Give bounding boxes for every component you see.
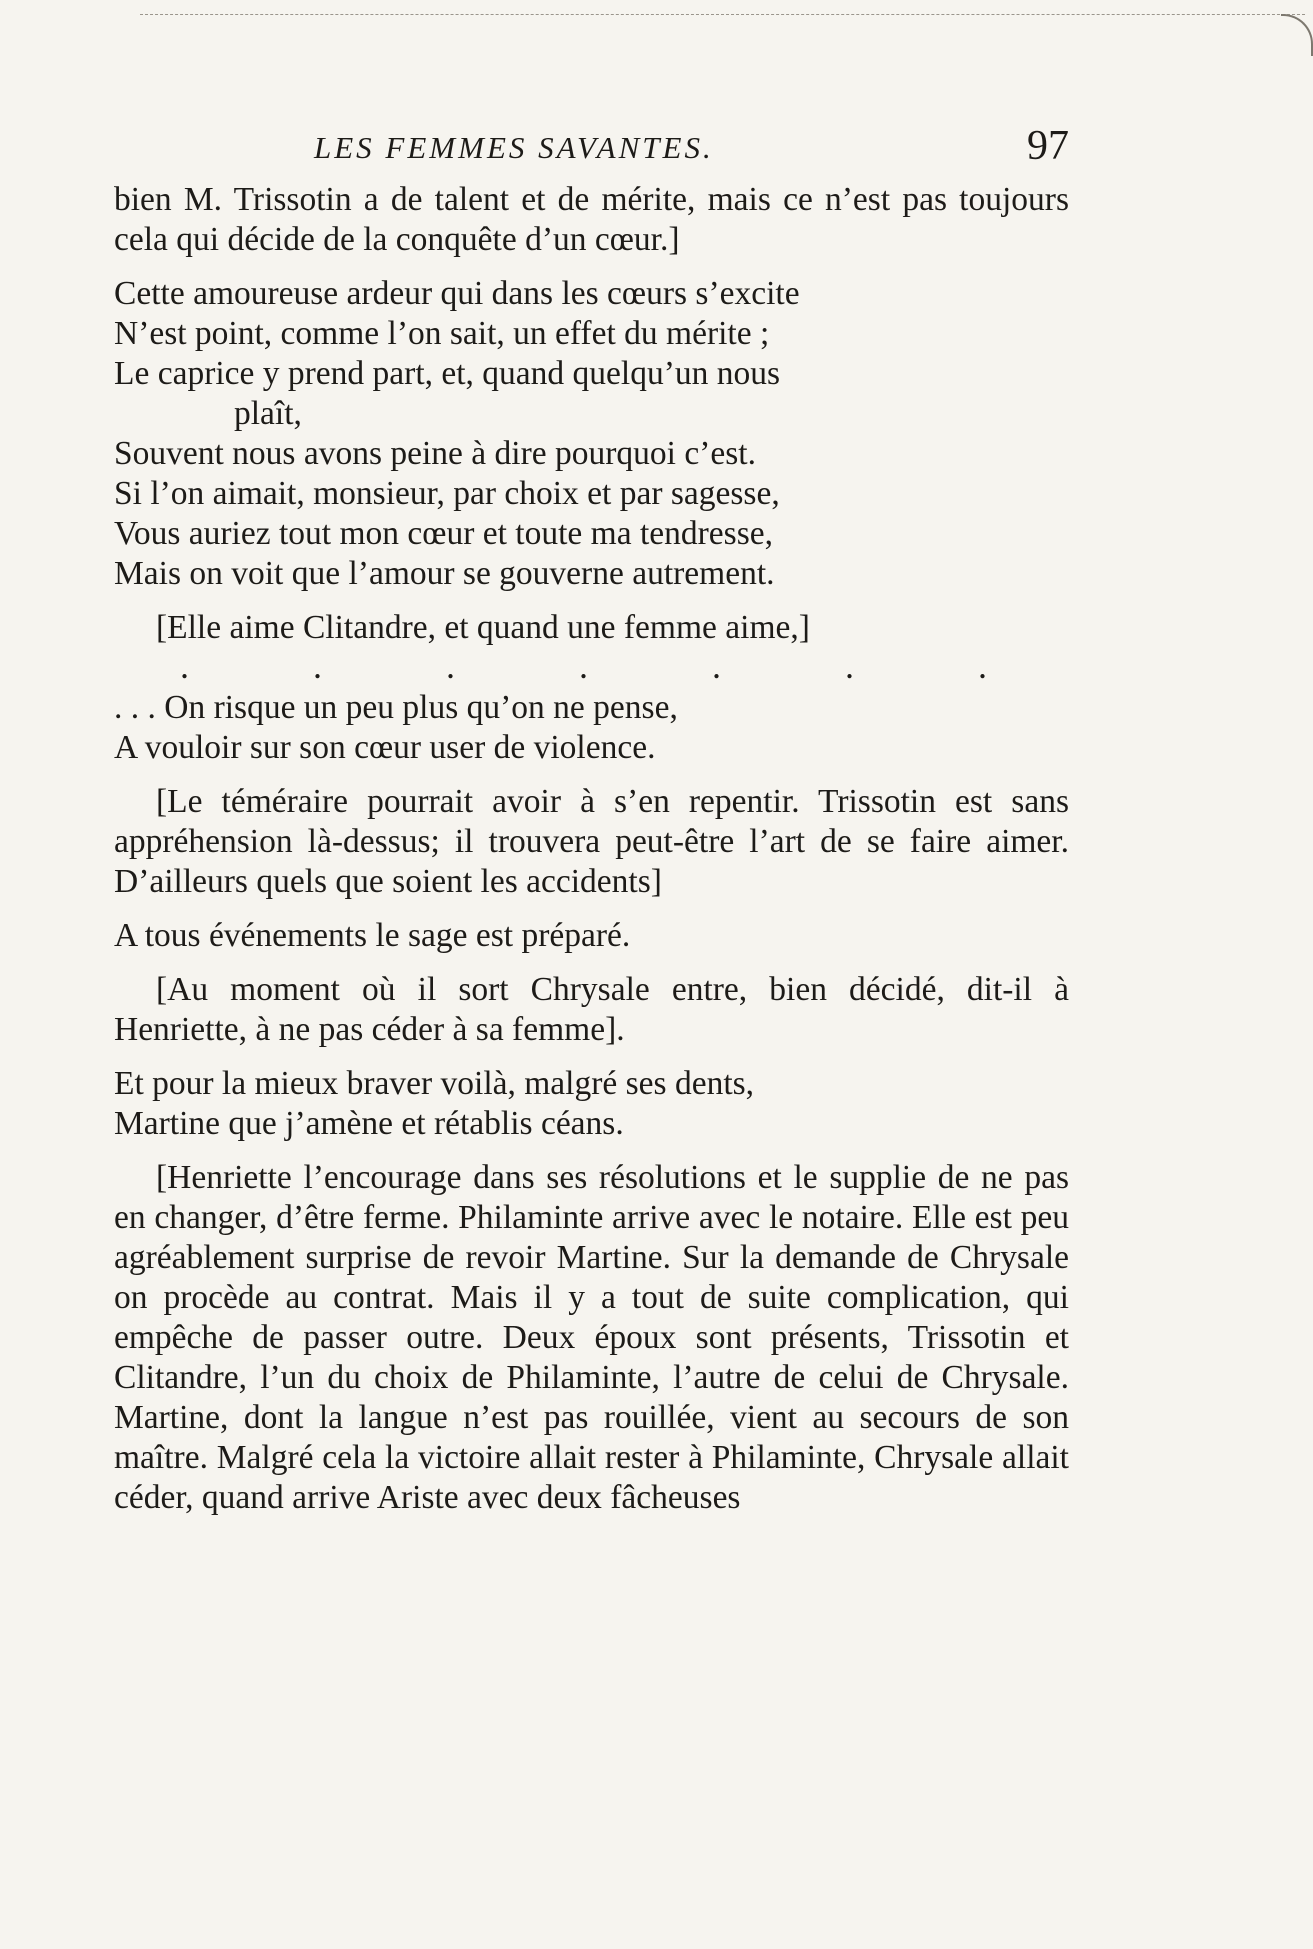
verse-block-1 (114, 274, 1069, 594)
verse-block-3 (114, 688, 1069, 768)
running-head-title: LES FEMMES SAVANTES. (314, 130, 714, 165)
ellipsis-dot: . (579, 646, 588, 686)
verse-line: Et pour la mieux braver voilà, malgré ses dents, (114, 1065, 755, 1102)
verse-block-5 (114, 1064, 1069, 1144)
book-page (114, 120, 1069, 1532)
ellipsis-row (114, 646, 1069, 688)
ellipsis-dot: . (180, 646, 189, 686)
top-edge-rule (140, 14, 1305, 15)
prose-paragraph-3: [Au moment où il sort Chrysale entre, bien décidé, dit-il à Henriette, à ne pas céder à sa femme]. (114, 971, 1069, 1048)
verse-line: Martine que j’amène et rétablis céans. (114, 1105, 624, 1142)
ellipsis-dot: . (313, 646, 322, 686)
verse-line: Si l’on aimait, monsieur, par choix et par sagesse, (114, 475, 780, 512)
ellipsis-dot: . (446, 646, 455, 686)
page-edge-curl (1281, 14, 1313, 56)
verse-block-4 (114, 916, 1069, 956)
prose-paragraph-4: [Henriette l’encourage dans ses résolutions et le supplie de ne pas en changer, d’être ferme. Philaminte arrive avec le notaire. Elle est peu agréablement surprise de revoir Martine. Sur la demande de Chrysale on procède au contrat. Mais il y a tout de suite complication, qui empêche de passer outre. Deux époux sont présents, Trissotin et Clitandre, l’un du choix de Philaminte, l’autre de celui de Chrysale. Martine, dont la langue n’est pas rouillée, vient au secours de son maître. Malgré cela la victoire allait rester à Philaminte, Chrysale allait céder, quand arrive Ariste avec deux fâcheuses (114, 1159, 1069, 1516)
verse-line: Souvent nous avons peine à dire pourquoi c’est. (114, 435, 756, 472)
ellipsis-dot: . (845, 646, 854, 686)
bracketed-verse-line: [Elle aime Clitandre, et quand une femme aime,] (156, 609, 810, 646)
verse-line-continuation: plaît, (234, 395, 302, 432)
verse-line: . . . On risque un peu plus qu’on ne pense, (114, 689, 678, 726)
verse-line: Le caprice y prend part, et, quand quelqu’un nous (114, 355, 781, 392)
prose-paragraph-1: bien M. Trissotin a de talent et de mérite, mais ce n’est pas toujours cela qui décide de la conquête d’un cœur.] (114, 181, 1069, 258)
verse-line: N’est point, comme l’on sait, un effet du mérite ; (114, 315, 770, 352)
verse-line: A vouloir sur son cœur user de violence. (114, 729, 656, 766)
running-head (114, 120, 1069, 180)
ellipsis-dot: . (978, 646, 987, 686)
prose-paragraph-2: [Le téméraire pourrait avoir à s’en repentir. Trissotin est sans appréhension là-dessus; il trouvera peut-être l’art de se faire aimer. D’ailleurs quels que soient les accidents] (114, 783, 1069, 900)
verse-block-2 (114, 608, 1069, 648)
body-text (114, 180, 1069, 1518)
page-number: 97 (1027, 123, 1069, 169)
verse-line: Cette amoureuse ardeur qui dans les cœurs s’excite (114, 275, 800, 312)
ellipsis-dot: . (712, 646, 721, 686)
verse-line: Mais on voit que l’amour se gouverne autrement. (114, 555, 775, 592)
verse-line: A tous événements le sage est préparé. (114, 917, 631, 954)
verse-line: Vous auriez tout mon cœur et toute ma tendresse, (114, 515, 773, 552)
